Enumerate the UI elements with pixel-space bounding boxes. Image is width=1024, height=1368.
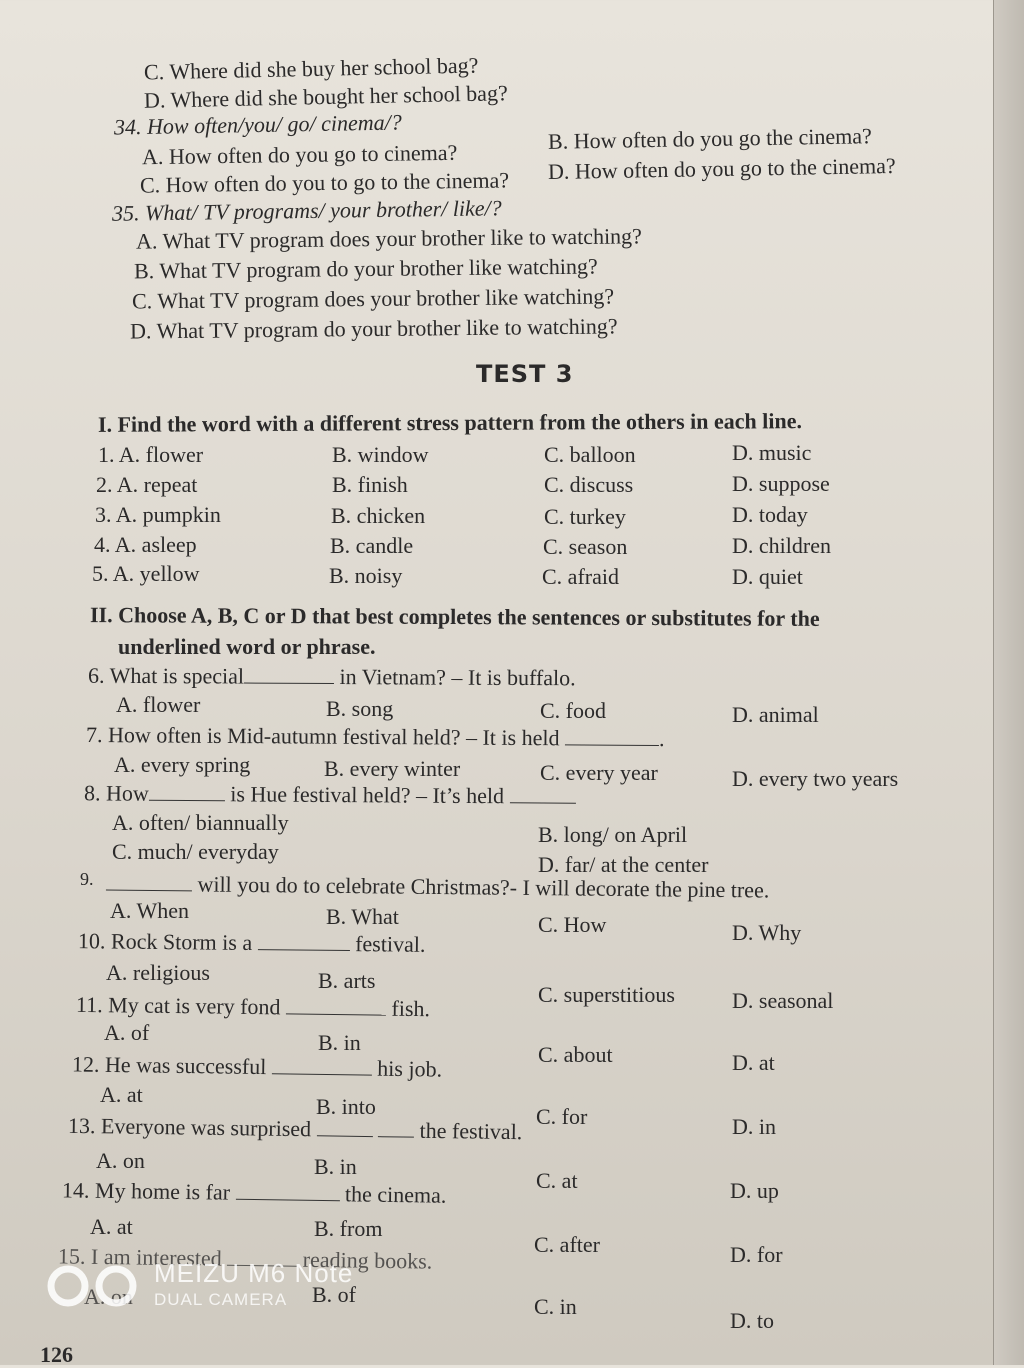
q7-option-d: D. every two years bbox=[732, 766, 899, 791]
q12-option-c: C. for bbox=[536, 1104, 588, 1129]
q33-option-c: C. Where did she buy her school bag? bbox=[143, 52, 479, 85]
q7-option-b: B. every winter bbox=[324, 756, 461, 781]
q10-option-c: C. superstitious bbox=[538, 982, 675, 1007]
q35-option-c: C. What TV program does your brother like watching? bbox=[131, 283, 615, 314]
s1-row4-a: 4. A. asleep bbox=[94, 532, 197, 557]
q12-option-b: B. into bbox=[316, 1094, 376, 1119]
test-title: TEST 3 bbox=[476, 360, 574, 388]
s1-row2-c: C. discuss bbox=[544, 472, 634, 497]
s1-row1-d: D. music bbox=[732, 440, 812, 465]
q10-option-b: B. arts bbox=[318, 968, 376, 993]
q11-option-a: A. of bbox=[104, 1020, 150, 1045]
s1-row5-c: C. afraid bbox=[542, 564, 619, 589]
s1-row5-b: B. noisy bbox=[329, 563, 403, 588]
q35-option-d: D. What TV program do your brother like to watching? bbox=[129, 313, 618, 344]
q9-option-d: D. Why bbox=[732, 920, 802, 945]
s1-row3-c: C. turkey bbox=[544, 504, 626, 529]
camera-logo-icon bbox=[46, 1264, 142, 1308]
q14-option-a: A. at bbox=[90, 1214, 133, 1239]
s1-row3-b: B. chicken bbox=[331, 503, 426, 528]
q6-option-d: D. animal bbox=[732, 702, 819, 727]
q15-option-d: D. to bbox=[730, 1308, 774, 1333]
q13-stem: 13. Everyone was surprised the festival. bbox=[67, 1112, 523, 1145]
q7-option-c: C. every year bbox=[540, 760, 658, 785]
q35-prompt: 35. What/ TV programs/ your brother/ like/? bbox=[111, 195, 502, 226]
q6-option-c: C. food bbox=[540, 698, 606, 723]
q9-option-b: B. What bbox=[326, 904, 399, 929]
section1-heading: I. Find the word with a different stress pattern from the others in each line. bbox=[97, 408, 803, 437]
q34-option-a: A. How often do you go to cinema? bbox=[141, 139, 458, 170]
q35-option-a: A. What TV program does your brother like to watching? bbox=[135, 223, 643, 254]
q13-option-b: B. in bbox=[314, 1154, 357, 1179]
q12-option-a: A. at bbox=[100, 1082, 143, 1107]
q14-option-d: D. for bbox=[730, 1242, 783, 1267]
section2-heading-line2: underlined word or phrase. bbox=[118, 634, 376, 659]
q13-option-a: A. on bbox=[96, 1148, 145, 1173]
q8-stem: 8. How is Hue festival held? – It’s held bbox=[84, 780, 576, 809]
q6-option-a: A. flower bbox=[116, 692, 201, 717]
q15-option-a: A. on bbox=[84, 1284, 133, 1309]
q15-option-b: B. of bbox=[312, 1282, 356, 1307]
s1-row2-a: 2. A. repeat bbox=[96, 472, 198, 497]
s1-row1-c: C. balloon bbox=[544, 442, 636, 467]
q6-stem: 6. What is special in Vietnam? – It is buffalo. bbox=[87, 662, 576, 691]
q34-option-b: B. How often do you go the cinema? bbox=[547, 123, 872, 154]
q9-option-c: C. How bbox=[538, 912, 607, 937]
q12-option-d: D. in bbox=[732, 1114, 776, 1139]
q9-option-a: A. When bbox=[110, 898, 190, 923]
s1-row4-c: C. season bbox=[543, 534, 628, 559]
s1-row5-d: D. quiet bbox=[732, 564, 803, 589]
s1-row1-a: 1. A. flower bbox=[98, 442, 204, 467]
s1-row5-a: 5. A. yellow bbox=[92, 561, 200, 586]
s1-row3-a: 3. A. pumpkin bbox=[95, 502, 221, 527]
s1-row4-b: B. candle bbox=[330, 533, 414, 558]
q14-option-b: B. from bbox=[314, 1216, 383, 1241]
s1-row2-b: B. finish bbox=[332, 472, 408, 497]
q35-option-b: B. What TV program do your brother like watching? bbox=[133, 253, 598, 284]
q10-stem: 10. Rock Storm is a festival. bbox=[77, 928, 426, 957]
q33-option-d: D. Where did she bought her school bag? bbox=[143, 80, 508, 113]
q11-stem: 11. My cat is very fond fish. bbox=[75, 991, 431, 1022]
q13-option-d: D. up bbox=[730, 1178, 779, 1203]
q12-stem: 12. He was successful his job. bbox=[71, 1051, 443, 1082]
page-number: 126 bbox=[40, 1342, 73, 1367]
s1-row2-d: D. suppose bbox=[732, 471, 830, 496]
q8-option-b: B. long/ on April bbox=[538, 822, 688, 847]
q11-option-b: B. in bbox=[318, 1030, 361, 1055]
q10-option-d: D. seasonal bbox=[732, 988, 834, 1013]
q34-option-c: C. How often do you to go to the cinema? bbox=[139, 167, 510, 198]
q34-option-d: D. How often do you go to the cinema? bbox=[547, 152, 896, 185]
q10-option-a: A. religious bbox=[106, 960, 210, 985]
q14-stem: 14. My home is far the cinema. bbox=[61, 1177, 447, 1208]
q9-stem: will you do to celebrate Christmas?- I will decorate the pine tree. bbox=[106, 871, 770, 904]
s1-row1-b: B. window bbox=[332, 442, 429, 467]
s1-row3-d: D. today bbox=[732, 502, 808, 527]
s1-row4-d: D. children bbox=[732, 533, 831, 558]
q34-prompt: 34. How often/you/ go/ cinema/? bbox=[113, 109, 402, 140]
q8-option-d: D. far/ at the center bbox=[538, 852, 709, 877]
watermark-subtitle: DUAL CAMERA bbox=[154, 1290, 288, 1309]
q15-stem: 15. I am interested reading books. bbox=[57, 1243, 433, 1274]
section2-heading-line1: II. Choose A, B, C or D that best completes the sentences or substitutes for the bbox=[89, 602, 820, 631]
q13-option-c: C. at bbox=[536, 1168, 578, 1193]
q11-option-c: C. about bbox=[538, 1042, 613, 1067]
page-edge bbox=[993, 0, 1024, 1365]
q15-option-c: C. in bbox=[534, 1294, 577, 1319]
q8-option-a: A. often/ biannually bbox=[112, 810, 289, 835]
q7-stem: 7. How often is Mid-autumn festival held? – It is held . bbox=[85, 721, 665, 752]
q14-option-c: C. after bbox=[534, 1232, 600, 1257]
q11-option-d: D. at bbox=[732, 1050, 775, 1075]
q9-number: 9. bbox=[80, 869, 94, 889]
q7-option-a: A. every spring bbox=[114, 752, 251, 777]
q8-option-c: C. much/ everyday bbox=[112, 839, 279, 864]
watermark-brand: MEIZU M6 Note bbox=[154, 1258, 354, 1288]
q6-option-b: B. song bbox=[326, 696, 394, 721]
camera-watermark bbox=[46, 1258, 446, 1318]
